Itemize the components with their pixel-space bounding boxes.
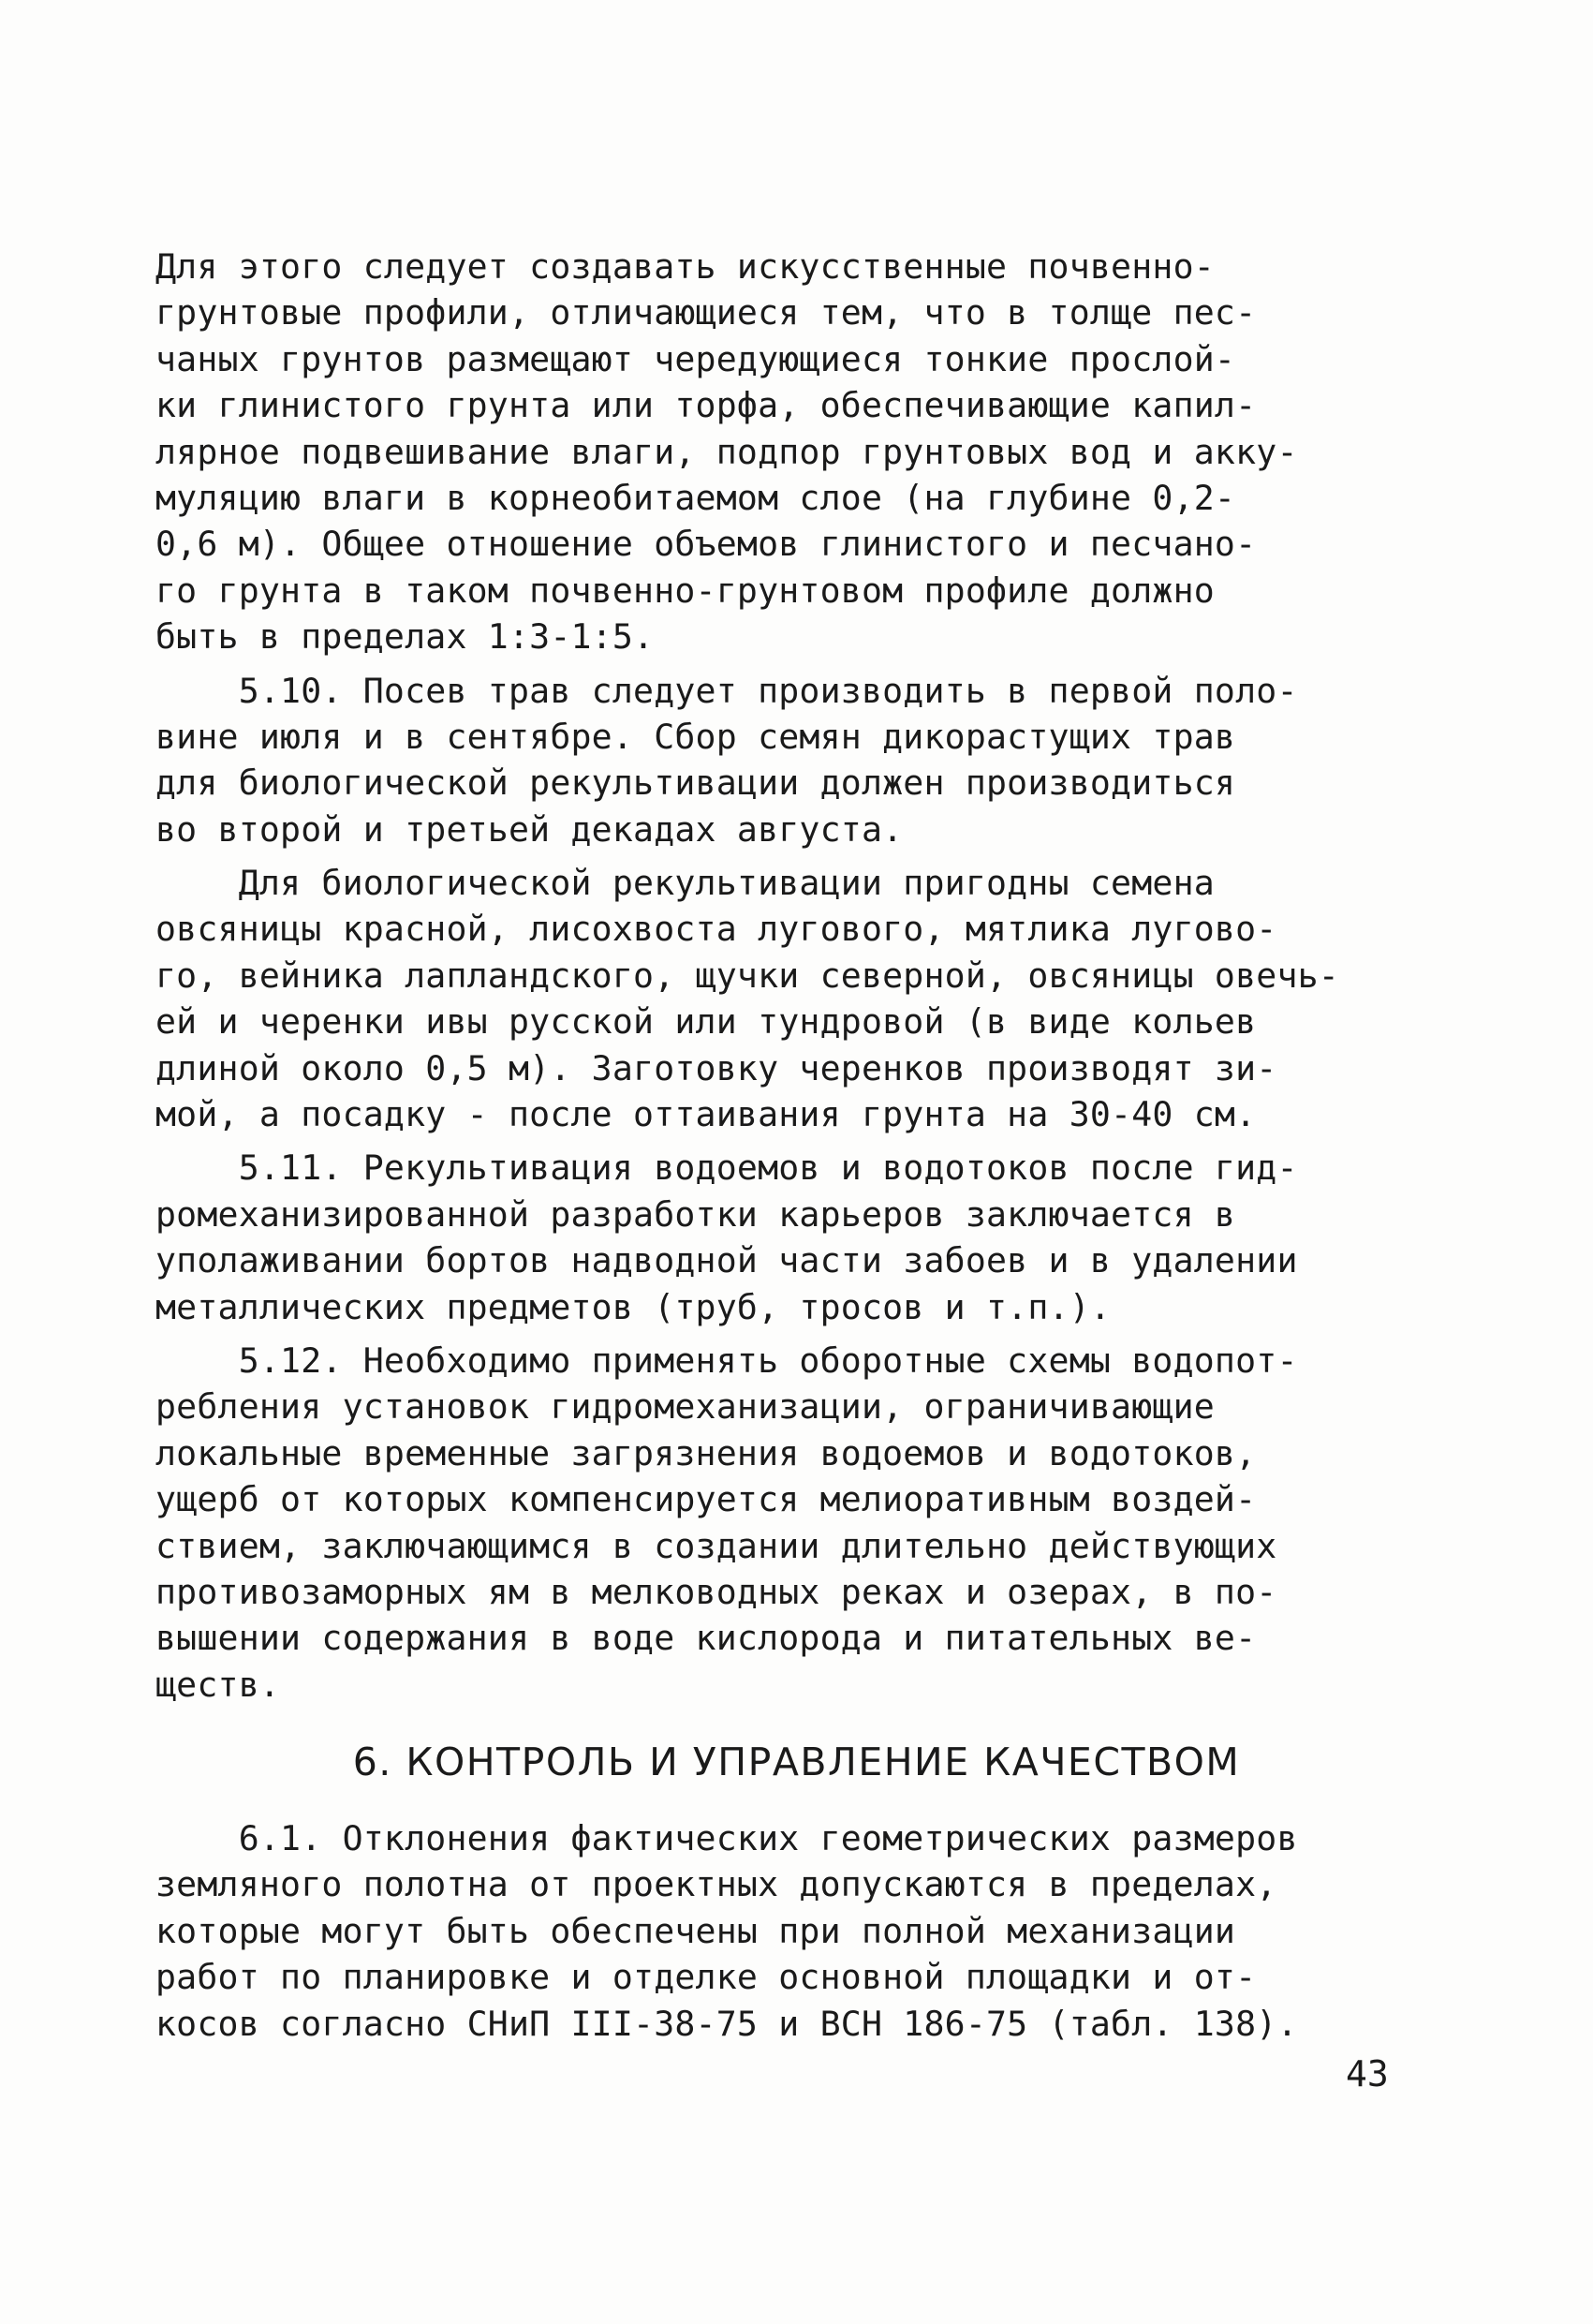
text-line: для биологической рекультивации должен производиться	[155, 762, 1236, 804]
paragraph-5-12	[155, 1338, 1448, 1708]
text-line: длиной около 0,5 м). Заготовку черенков производят зи-	[155, 1047, 1277, 1088]
text-line: ки глинистого грунта или торфа, обеспечивающие капил-	[155, 385, 1257, 426]
text-line: работ по планировке и отделке основной площадки и от-	[155, 1957, 1257, 1998]
text-line: Для биологической рекультивации пригодны семена	[155, 863, 1215, 904]
page-number: 43	[1346, 2053, 1389, 2095]
text-line: грунтовые профили, отличающиеся тем, что в толще пес-	[155, 292, 1257, 333]
text-line: 0,6 м). Общее отношение объемов глинистого и песчано-	[155, 524, 1257, 565]
text-line: го грунта в таком почвенно-грунтовом профиле должно	[155, 570, 1215, 611]
text-line: уполаживании бортов надводной части забоев и в удалении	[155, 1240, 1298, 1281]
paragraph-seed-species	[155, 860, 1448, 1137]
text-line: ущерб от которых компенсируется мелиоративным воздей-	[155, 1479, 1257, 1520]
text-line: овсяницы красной, лисохвоста лугового, мятлика лугово-	[155, 909, 1277, 950]
text-line: вышении содержания в воде кислорода и питательных ве-	[155, 1618, 1257, 1659]
paragraph-soil-profiles	[155, 244, 1448, 660]
text-line: ей и черенки ивы русской или тундровой (в виде кольев	[155, 1001, 1257, 1043]
paragraph-6-1	[155, 1815, 1448, 2047]
text-line: вине июля и в сентябре. Сбор семян дикорастущих трав	[155, 716, 1236, 757]
text-line: ществ.	[155, 1664, 281, 1705]
text-line: муляцию влаги в корнеобитаемом слое (на глубине 0,2-	[155, 477, 1236, 518]
text-line: металлических предметов (труб, тросов и т.п.).	[155, 1286, 1112, 1327]
text-line: ребления установок гидромеханизации, ограничивающие	[155, 1386, 1215, 1428]
paragraph-5-10	[155, 668, 1448, 853]
text-line: 5.12. Необходимо применять оборотные схемы водопот-	[155, 1340, 1298, 1381]
text-line: мой, а посадку - после оттаивания грунта на 30-40 см.	[155, 1094, 1257, 1135]
text-line: косов согласно СНиП III-38-75 и ВСН 186-75 (табл. 138).	[155, 2003, 1298, 2044]
body-text-upper	[155, 244, 1448, 1708]
text-line: го, вейника лапландского, щучки северной, овсяницы овечь-	[155, 955, 1339, 996]
text-line: которые могут быть обеспечены при полной механизации	[155, 1910, 1236, 1951]
paragraph-5-11	[155, 1145, 1448, 1330]
text-line: быть в пределах 1:3-1:5.	[155, 616, 655, 658]
text-line: 5.10. Посев трав следует производить в первой поло-	[155, 670, 1298, 711]
text-line: ромеханизированной разработки карьеров заключается в	[155, 1193, 1236, 1235]
section-heading: 6. КОНТРОЛЬ И УПРАВЛЕНИЕ КАЧЕСТВОМ	[352, 1739, 1241, 1784]
text-line: 5.11. Рекультивация водоемов и водотоков после гид-	[155, 1147, 1298, 1189]
text-line: лярное подвешивание влаги, подпор грунтовых вод и акку-	[155, 431, 1298, 472]
text-line: локальные временные загрязнения водоемов и водотоков,	[155, 1432, 1257, 1473]
text-line: противозаморных ям в мелководных реках и озерах, в по-	[155, 1571, 1277, 1612]
text-line: 6.1. Отклонения фактических геометрических размеров	[155, 1818, 1298, 1858]
body-text-section-6	[155, 1815, 1448, 2047]
text-line: земляного полотна от проектных допускаются в пределах,	[155, 1864, 1277, 1905]
text-line: чаных грунтов размещают чередующиеся тонкие прослой-	[155, 338, 1236, 379]
text-line: во второй и третьей декадах августа.	[155, 808, 904, 850]
text-line: ствием, заключающимся в создании длительно действующих	[155, 1525, 1277, 1566]
text-line: Для этого следует создавать искусственные почвенно-	[155, 246, 1215, 287]
